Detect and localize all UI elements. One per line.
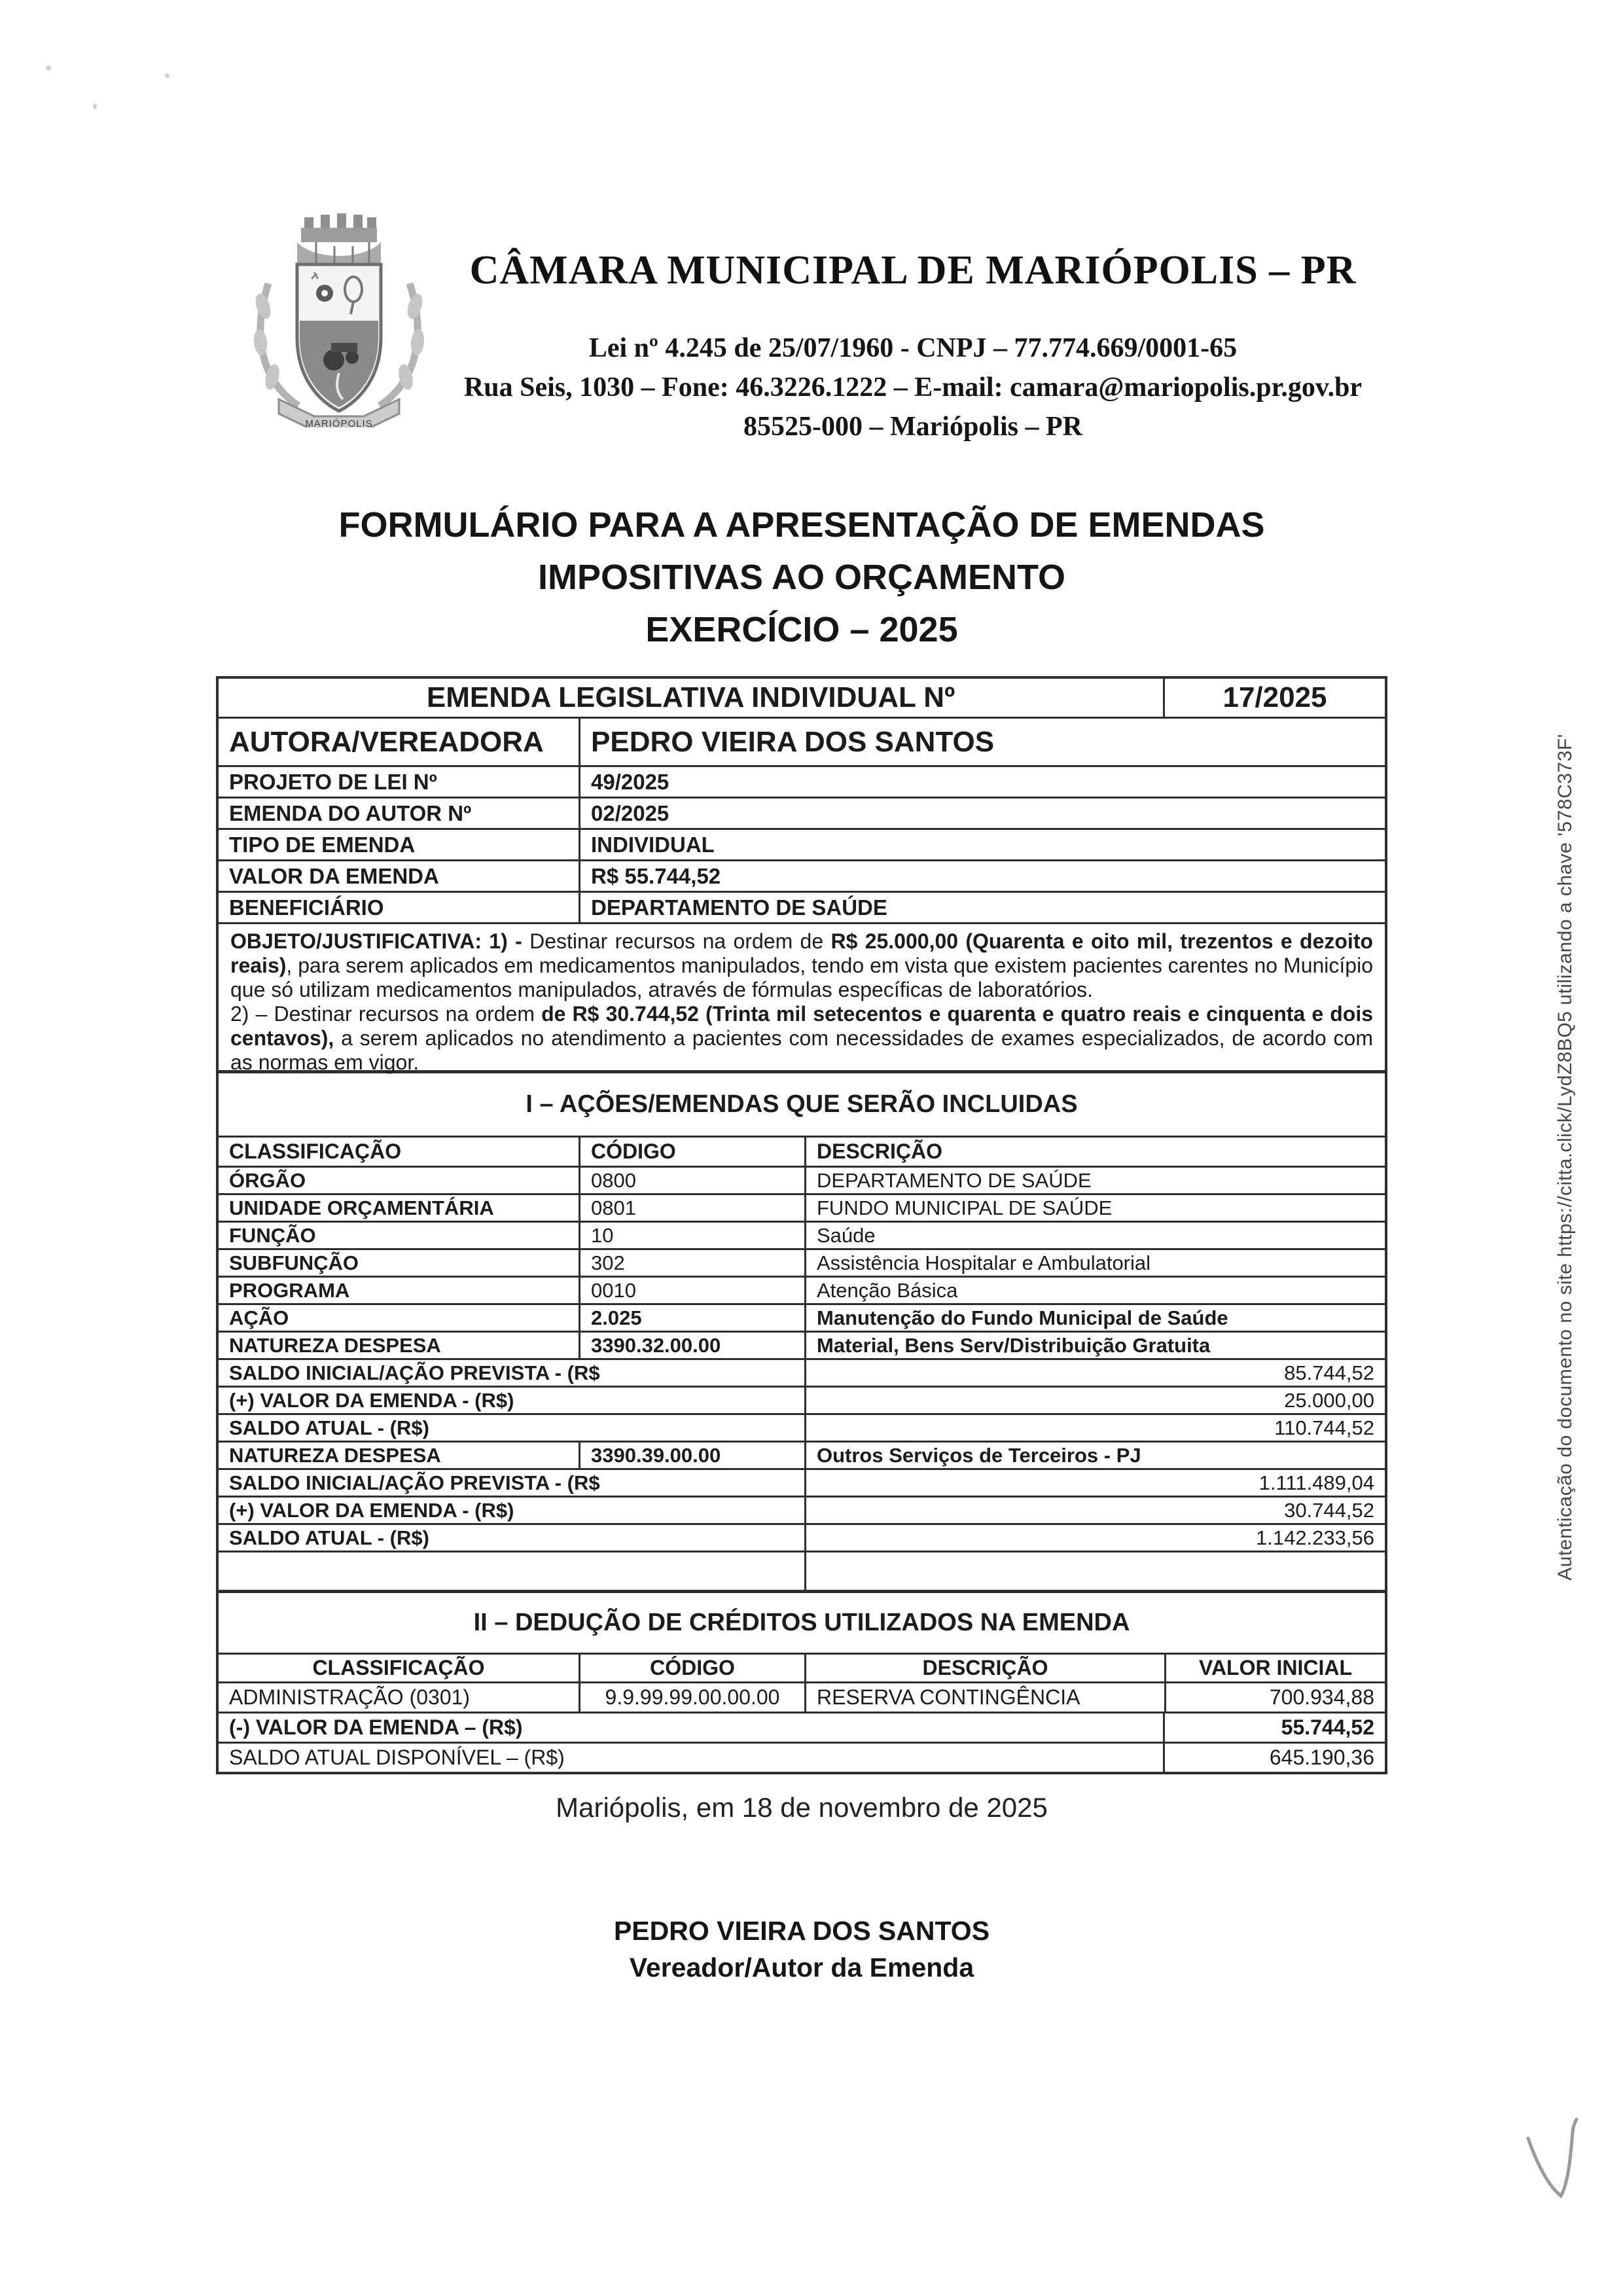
table-row-unidade bbox=[219, 1193, 1385, 1221]
header-address-line: Rua Seis, 1030 – Fone: 46.3226.1222 – E-mail: camara@mariopolis.pr.gov.br bbox=[463, 372, 1363, 403]
table-row-saldo-atual-1 bbox=[219, 1413, 1385, 1441]
table-row-acao bbox=[219, 1303, 1385, 1331]
main-form-table bbox=[216, 676, 1387, 1774]
table-row-valor-emenda bbox=[219, 859, 1385, 891]
table-row-funcao bbox=[219, 1221, 1385, 1248]
field-value: INDIVIDUAL bbox=[579, 830, 1385, 859]
saldo-label: SALDO ATUAL DISPONÍVEL – (R$) bbox=[229, 1746, 565, 1769]
emenda-number-value: 17/2025 bbox=[1163, 679, 1385, 717]
row-label: FUNÇÃO bbox=[229, 1223, 316, 1247]
field-label: TIPO DE EMENDA bbox=[229, 832, 416, 857]
row-code: 10 bbox=[579, 1223, 804, 1248]
row-label: NATUREZA DESPESA bbox=[229, 1443, 441, 1467]
table-row-deducao-valor bbox=[219, 1712, 1385, 1742]
field-value: 49/2025 bbox=[579, 767, 1385, 797]
field-value: DEPARTAMENTO DE SAÚDE bbox=[579, 893, 1385, 922]
row-description: RESERVA CONTINGÊNCIA bbox=[804, 1683, 1164, 1712]
date-line: Mariópolis, em 18 de novembro de 2025 bbox=[556, 1792, 1048, 1823]
form-title-line-1: FORMULÁRIO PARA A APRESENTAÇÃO DE EMENDAS bbox=[338, 505, 1265, 545]
row-description: Atenção Básica bbox=[804, 1278, 1385, 1303]
col-valor-inicial: VALOR INICIAL bbox=[1164, 1655, 1385, 1681]
table-row-valor-emenda-2 bbox=[219, 1496, 1385, 1523]
row-description: Manutenção do Fundo Municipal de Saúde bbox=[804, 1305, 1385, 1331]
col-descricao: DESCRIÇÃO bbox=[804, 1138, 1385, 1166]
field-value: PEDRO VIEIRA DOS SANTOS bbox=[579, 719, 1385, 765]
row-code: 3390.32.00.00 bbox=[579, 1333, 804, 1358]
form-title-line-2: IMPOSITIVAS AO ORÇAMENTO bbox=[537, 558, 1066, 597]
justification-paragraph: OBJETO/JUSTIFICATIVA: 1) - Destinar recursos na ordem de R$ 25.000,00 (Quarenta e oito mil, trezentos e dezoito reais), para serem aplicados em medicamentos manipulados, tendo em vista que existem pacientes carentes no Município que só utilizam medicamentos manipulados, através de fórmulas específicas de laboratórios. 2) – Destinar recursos na ordem de R$ 30.744,52 (Trinta mil setecentos e quarenta e quatro reais e cinquenta e dois centavos), a serem aplicados no atendimento a pacientes com necessidades de exames especializados, de acordo com as normas em vigor. bbox=[219, 922, 1385, 1070]
col-classificacao: CLASSIFICAÇÃO bbox=[229, 1139, 402, 1163]
row-label: AÇÃO bbox=[229, 1306, 289, 1329]
row-label: UNIDADE ORÇAMENTÁRIA bbox=[229, 1196, 494, 1219]
saldo-label: SALDO ATUAL - (R$) bbox=[229, 1526, 429, 1549]
saldo-value: 1.142.233,56 bbox=[804, 1525, 1385, 1551]
saldo-value: 25.000,00 bbox=[804, 1388, 1385, 1413]
handwritten-checkmark bbox=[1499, 2098, 1610, 2235]
saldo-value: 30.744,52 bbox=[804, 1498, 1385, 1523]
crest-banner-text: MARIÓPOLIS bbox=[305, 418, 373, 427]
signature-block bbox=[216, 1912, 1387, 1986]
municipal-coat-of-arms bbox=[241, 208, 437, 427]
emenda-number-row bbox=[219, 679, 1385, 717]
signer-name: PEDRO VIEIRA DOS SANTOS bbox=[613, 1916, 990, 1946]
empty-cell bbox=[804, 1552, 1385, 1590]
row-description: DEPARTAMENTO DE SAÚDE bbox=[804, 1168, 1385, 1193]
table-row-saldo-atual-2 bbox=[219, 1523, 1385, 1551]
authentication-side-note: Autenticação do documento no site https://citta.click/LydZ8BQ5 utilizando a chave '578C373F' bbox=[1554, 734, 1576, 1581]
field-label: BENEFICIÁRIO bbox=[229, 895, 384, 920]
col-codigo: CÓDIGO bbox=[579, 1655, 804, 1681]
section1-heading: I – AÇÕES/EMENDAS QUE SERÃO INCLUIDAS bbox=[219, 1070, 1385, 1136]
field-label: AUTORA/VEREADORA bbox=[229, 725, 544, 758]
table-row-orgao bbox=[219, 1166, 1385, 1193]
form-title-line-3: EXERCÍCIO – 2025 bbox=[645, 610, 958, 649]
table-row-projeto-lei bbox=[219, 765, 1385, 797]
row-code: 0010 bbox=[579, 1278, 804, 1303]
table-row-administracao bbox=[219, 1681, 1385, 1712]
row-code: 2.025 bbox=[579, 1305, 804, 1331]
saldo-value: 1.111.489,04 bbox=[804, 1470, 1385, 1496]
saldo-label: SALDO INICIAL/AÇÃO PREVISTA - (R$ bbox=[229, 1361, 600, 1384]
row-description: Saúde bbox=[804, 1223, 1385, 1248]
field-value: 02/2025 bbox=[579, 798, 1385, 828]
field-label: VALOR DA EMENDA bbox=[229, 863, 439, 888]
signer-role: Vereador/Autor da Emenda bbox=[629, 1952, 974, 1982]
scan-speck bbox=[93, 103, 97, 109]
col-classificacao: CLASSIFICAÇÃO bbox=[312, 1656, 485, 1679]
table-row-subfuncao bbox=[219, 1248, 1385, 1276]
saldo-label: (+) VALOR DA EMENDA - (R$) bbox=[229, 1498, 514, 1522]
section1-header-row bbox=[219, 1136, 1385, 1166]
row-description: FUNDO MUNICIPAL DE SAÚDE bbox=[804, 1195, 1385, 1221]
org-name: CÂMARA MUNICIPAL DE MARIÓPOLIS – PR bbox=[469, 248, 1357, 293]
table-row-natureza-despesa-2 bbox=[219, 1441, 1385, 1468]
table-row-saldo-disponivel bbox=[219, 1742, 1385, 1772]
row-code: 9.9.99.99.00.00.00 bbox=[579, 1683, 804, 1712]
table-row-beneficiario bbox=[219, 891, 1385, 922]
field-label: PROJETO DE LEI Nº bbox=[229, 769, 437, 794]
row-label: ÓRGÃO bbox=[229, 1168, 306, 1192]
emenda-number-label: EMENDA LEGISLATIVA INDIVIDUAL Nº bbox=[426, 681, 955, 713]
col-descricao: DESCRIÇÃO bbox=[804, 1655, 1164, 1681]
col-codigo: CÓDIGO bbox=[579, 1138, 804, 1166]
section2-header-row bbox=[219, 1653, 1385, 1681]
row-label: ADMINISTRAÇÃO (0301) bbox=[229, 1685, 471, 1709]
table-row-author bbox=[219, 717, 1385, 765]
table-row-valor-emenda-1 bbox=[219, 1386, 1385, 1413]
saldo-label: SALDO INICIAL/AÇÃO PREVISTA - (R$ bbox=[229, 1471, 600, 1494]
table-row-emenda-autor bbox=[219, 797, 1385, 828]
row-value: 700.934,88 bbox=[1164, 1683, 1385, 1712]
row-label: PROGRAMA bbox=[229, 1278, 350, 1302]
saldo-label: (-) VALOR DA EMENDA – (R$) bbox=[229, 1715, 523, 1739]
table-row-natureza-despesa-1 bbox=[219, 1331, 1385, 1358]
saldo-value: 645.190,36 bbox=[1163, 1744, 1385, 1772]
scan-speck bbox=[46, 65, 51, 71]
field-value: R$ 55.744,52 bbox=[579, 861, 1385, 891]
saldo-value: 85.744,52 bbox=[804, 1360, 1385, 1386]
saldo-label: SALDO ATUAL - (R$) bbox=[229, 1416, 429, 1439]
row-code: 0801 bbox=[579, 1195, 804, 1221]
row-code: 302 bbox=[579, 1250, 804, 1276]
header-city-line: 85525-000 – Mariópolis – PR bbox=[743, 412, 1082, 442]
field-label: EMENDA DO AUTOR Nº bbox=[229, 800, 472, 825]
row-code: 0800 bbox=[579, 1168, 804, 1193]
saldo-label: (+) VALOR DA EMENDA - (R$) bbox=[229, 1388, 514, 1412]
table-row-programa bbox=[219, 1276, 1385, 1303]
form-title bbox=[216, 499, 1387, 656]
row-code: 3390.39.00.00 bbox=[579, 1443, 804, 1468]
scan-speck bbox=[165, 73, 169, 78]
table-row-saldo-inicial-1 bbox=[219, 1358, 1385, 1386]
table-row-tipo-emenda bbox=[219, 828, 1385, 859]
empty-spacer-row bbox=[219, 1551, 1385, 1590]
row-label: NATUREZA DESPESA bbox=[229, 1333, 441, 1357]
table-row-saldo-inicial-2 bbox=[219, 1468, 1385, 1496]
row-description: Assistência Hospitalar e Ambulatorial bbox=[804, 1250, 1385, 1276]
row-description: Outros Serviços de Terceiros - PJ bbox=[804, 1443, 1385, 1468]
saldo-value: 110.744,52 bbox=[804, 1415, 1385, 1441]
section2-heading: II – DEDUÇÃO DE CRÉDITOS UTILIZADOS NA EMENDA bbox=[219, 1590, 1385, 1653]
header-law-cnpj-line: Lei nº 4.245 de 25/07/1960 - CNPJ – 77.774.669/0001-65 bbox=[588, 333, 1238, 363]
row-label: SUBFUNÇÃO bbox=[229, 1251, 359, 1274]
row-description: Material, Bens Serv/Distribuição Gratuita bbox=[804, 1333, 1385, 1358]
empty-cell bbox=[219, 1552, 804, 1590]
saldo-value: 55.744,52 bbox=[1163, 1713, 1385, 1742]
